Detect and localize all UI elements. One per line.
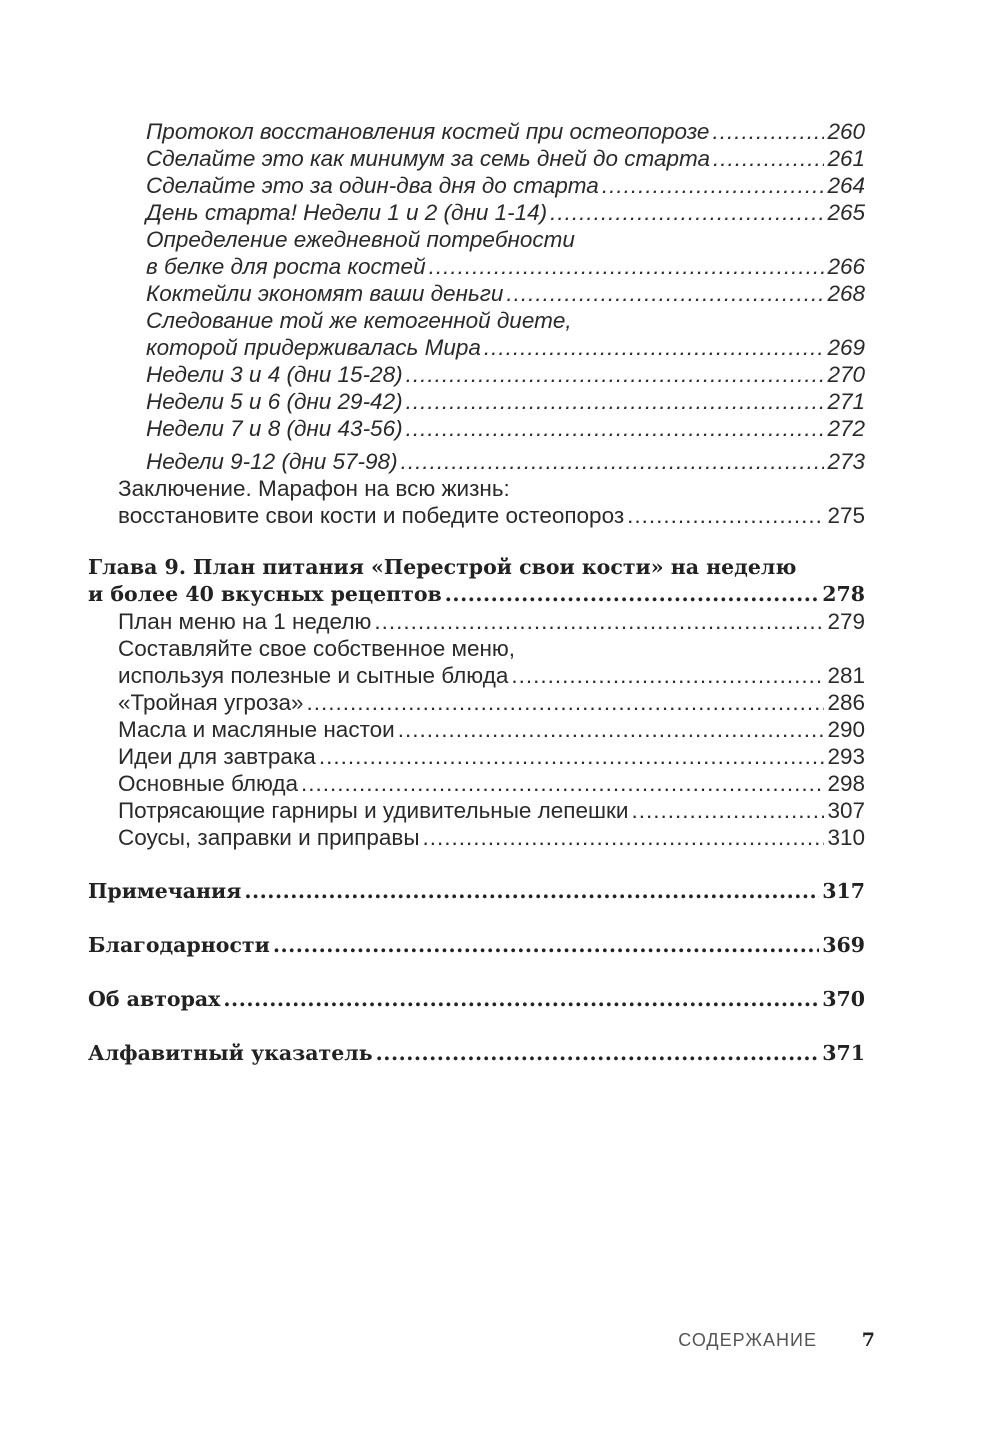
toc-entry-page: 273 <box>827 449 865 474</box>
toc-entry <box>88 716 865 743</box>
chapter-title: Глава 9. План питания «Перестрой свои кости» на неделю <box>88 555 797 579</box>
toc-entry <box>88 118 865 145</box>
chapter-page: 278 <box>822 582 865 606</box>
toc-entry <box>88 361 865 388</box>
toc-entry-line <box>88 307 865 334</box>
page-footer <box>0 1330 987 1360</box>
running-footer-label: СОДЕРЖАНИЕ <box>678 1330 817 1350</box>
toc-entry-title: Потрясающие гарниры и удивительные лепешки <box>118 798 629 823</box>
toc-entry <box>88 199 865 226</box>
toc-entry-page: 310 <box>827 825 865 850</box>
dot-leader <box>223 986 819 1013</box>
toc-entry-title: Недели 5 и 6 (дни 29-42) <box>146 389 403 414</box>
back-matter-title: Алфавитный указатель <box>88 1041 373 1065</box>
toc-entry <box>88 689 865 716</box>
toc-entry-page: 264 <box>827 173 865 198</box>
toc-entry <box>88 770 865 797</box>
toc-entry-title: Соусы, заправки и приправы <box>118 825 420 850</box>
back-matter-entry <box>88 1040 865 1067</box>
toc-entry-title: Основные блюда <box>118 771 299 796</box>
dot-leader <box>319 743 825 770</box>
toc-entry-title: восстановите свои кости и победите остеопороз <box>118 503 625 528</box>
dot-leader <box>301 770 824 797</box>
chapter-title: и более 40 вкусных рецептов <box>88 582 442 606</box>
table-of-contents <box>88 118 865 1067</box>
toc-entry-title: Сделайте это за один-два дня до старта <box>146 173 599 198</box>
dot-leader <box>511 662 824 689</box>
toc-entry-title: Составляйте свое собственное меню, <box>118 636 516 661</box>
toc-entry-title: Масла и масляные настои <box>118 717 395 742</box>
back-matter-entry <box>88 878 865 905</box>
toc-entry-page: 298 <box>827 771 865 796</box>
dot-leader <box>484 334 825 361</box>
dot-leader <box>376 1040 820 1067</box>
toc-entry-title: Заключение. Марафон на всю жизнь: <box>118 476 510 501</box>
toc-entry <box>88 172 865 199</box>
dot-leader <box>423 824 825 851</box>
dot-leader <box>627 502 824 529</box>
toc-entry-page: 275 <box>827 503 865 528</box>
toc-entry-page: 272 <box>827 416 865 441</box>
dot-leader <box>374 608 824 635</box>
toc-entry-page: 279 <box>827 609 865 634</box>
dot-leader <box>273 932 819 959</box>
dot-leader <box>401 448 825 475</box>
toc-entry-title: Коктейли экономят ваши деньги <box>146 281 504 306</box>
toc-entry-title: «Тройная угроза» <box>118 690 304 715</box>
toc-entry <box>88 797 865 824</box>
toc-entry-title: Недели 9-12 (дни 57-98) <box>146 449 398 474</box>
back-matter-title: Об авторах <box>88 987 221 1011</box>
dot-leader <box>713 145 824 172</box>
toc-entry <box>88 388 865 415</box>
toc-entry-page: 270 <box>827 362 865 387</box>
toc-entry-page: 290 <box>827 717 865 742</box>
dot-leader <box>406 361 825 388</box>
toc-entry-title: которой придерживалась Мира <box>146 335 481 360</box>
back-matter-entry <box>88 986 865 1013</box>
dot-leader <box>429 253 825 280</box>
dot-leader <box>406 388 825 415</box>
chapter-heading-line <box>88 554 865 581</box>
dot-leader <box>445 581 819 608</box>
toc-entry-page: 268 <box>827 281 865 306</box>
toc-entry <box>88 662 865 689</box>
back-matter-title: Примечания <box>88 879 242 903</box>
toc-entry-title: План меню на 1 неделю <box>118 609 372 634</box>
toc-entry-page: 286 <box>827 690 865 715</box>
chapter-heading <box>88 581 865 608</box>
dot-leader <box>506 280 824 307</box>
toc-entry-page: 269 <box>827 335 865 360</box>
dot-leader <box>406 415 825 442</box>
toc-entry <box>88 448 865 475</box>
toc-entry-page: 271 <box>827 389 865 414</box>
toc-entry-title: Недели 7 и 8 (дни 43-56) <box>146 416 403 441</box>
back-matter-entry <box>88 932 865 959</box>
toc-entry-page: 265 <box>827 200 865 225</box>
toc-entry-title: Определение ежедневной потребности <box>146 227 575 252</box>
toc-entry-title: используя полезные и сытные блюда <box>118 663 509 688</box>
back-matter-page: 317 <box>822 879 865 903</box>
page-number: 7 <box>861 1329 875 1351</box>
toc-entry <box>88 608 865 635</box>
toc-entry-title: в белке для роста костей <box>146 254 426 279</box>
toc-entry <box>88 253 865 280</box>
toc-entry-title: Протокол восстановления костей при остеопорозе <box>146 119 710 144</box>
toc-entry-line <box>88 635 865 662</box>
toc-entry-page: 266 <box>827 254 865 279</box>
back-matter-page: 369 <box>822 933 865 957</box>
back-matter-title: Благодарности <box>88 933 270 957</box>
dot-leader <box>307 689 825 716</box>
toc-entry-title: Недели 3 и 4 (дни 15-28) <box>146 362 403 387</box>
toc-entry-line <box>88 226 865 253</box>
dot-leader <box>712 118 824 145</box>
toc-entry <box>88 145 865 172</box>
toc-entry <box>88 280 865 307</box>
toc-entry <box>88 824 865 851</box>
toc-entry <box>88 334 865 361</box>
dot-leader <box>631 797 824 824</box>
toc-entry-title: День старта! Недели 1 и 2 (дни 1-14) <box>146 200 548 225</box>
toc-entry-title: Идеи для завтрака <box>118 744 316 769</box>
back-matter-page: 370 <box>822 987 865 1011</box>
toc-entry <box>88 743 865 770</box>
conclusion-entry <box>88 502 865 529</box>
toc-entry-page: 293 <box>827 744 865 769</box>
dot-leader <box>398 716 825 743</box>
dot-leader <box>602 172 825 199</box>
conclusion-entry-line <box>88 475 865 502</box>
toc-entry-page: 260 <box>827 119 865 144</box>
toc-entry-page: 307 <box>827 798 865 823</box>
toc-entry-page: 261 <box>827 146 865 171</box>
back-matter-page: 371 <box>822 1041 865 1065</box>
toc-entry-title: Следование той же кетогенной диете, <box>146 308 572 333</box>
dot-leader <box>244 878 819 905</box>
toc-entry-page: 281 <box>827 663 865 688</box>
toc-entry <box>88 415 865 442</box>
toc-entry-title: Сделайте это как минимум за семь дней до старта <box>146 146 710 171</box>
dot-leader <box>550 199 824 226</box>
